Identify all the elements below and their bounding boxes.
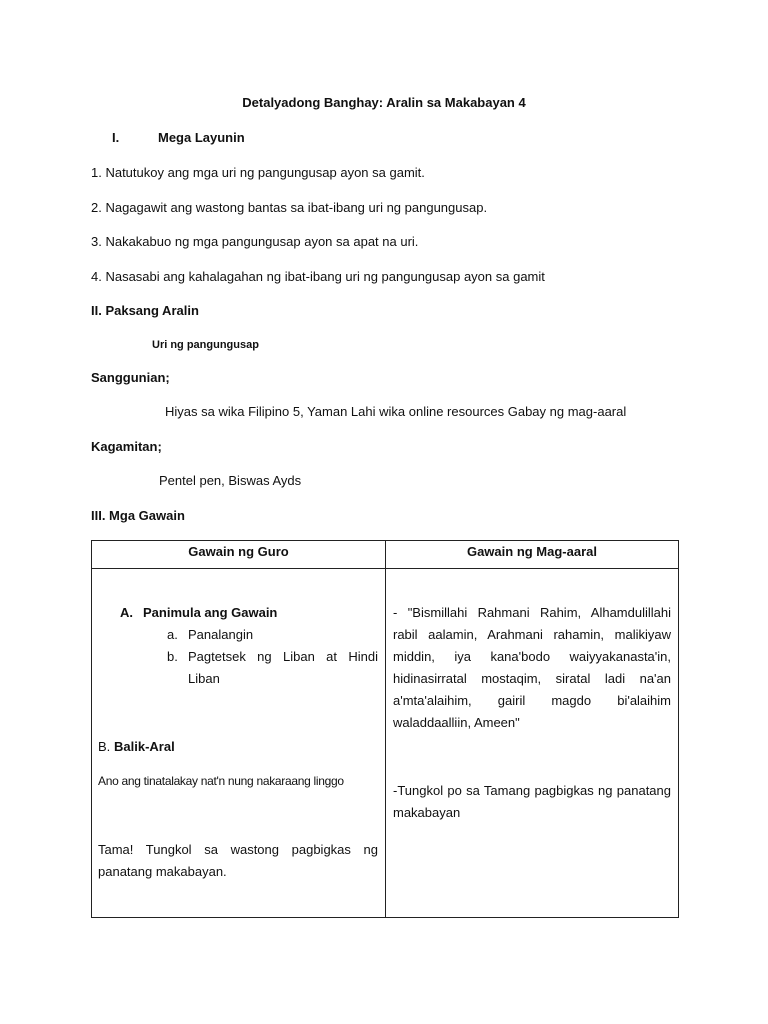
table-header-row <box>92 541 679 569</box>
kagamitan-value: Pentel pen, Biswas Ayds <box>159 473 302 488</box>
section-1-heading: Mega Layunin <box>158 130 245 145</box>
section-3-heading: III. Mga Gawain <box>91 508 185 523</box>
mag-aaral-cell <box>386 569 679 918</box>
b-heading: Balik-Aral <box>114 739 175 754</box>
item-a-marker: a. <box>167 627 178 642</box>
teacher-response: Tama! Tungkol sa wastong pagbigkas ng panatang makabayan. <box>98 842 378 879</box>
b-marker: B. <box>98 739 111 754</box>
sanggunian-value: Hiyas sa wika Filipino 5, Yaman Lahi wika online resources Gabay ng mag-aaral <box>165 404 627 419</box>
item-a-text: Panalangin <box>188 627 254 642</box>
page-title: Detalyadong Banghay: Aralin sa Makabayan 4 <box>242 95 526 110</box>
section-1-numeral: I. <box>112 130 120 145</box>
a-heading: Panimula ang Gawain <box>143 605 278 620</box>
sanggunian-label: Sanggunian; <box>91 370 170 385</box>
student-prayer: - "Bismillahi Rahmani Rahim, Alhamdulillahi rabil aalamin, Arahmani rahamin, malikiyaw middin, iya kana'bodo waiyyakanasta'in, hidinasirratal mostaqim, siratal ladi na'an a'mta'alaihim, gairil magdo bi'alaihim waladdaalliin, Ameen" <box>393 605 671 730</box>
gawain-table <box>91 540 679 918</box>
section-2-heading: II. Paksang Aralin <box>91 303 199 318</box>
objective-2: 2. Nagagawit ang wastong bantas sa ibat-ibang uri ng pangungusap. <box>91 200 488 215</box>
col-header-guro: Gawain ng Guro <box>92 541 386 569</box>
topic: Uri ng pangungusap <box>152 339 259 351</box>
objective-3: 3. Nakakabuo ng mga pangungusap ayon sa apat na uri. <box>91 234 419 249</box>
objective-4: 4. Nasasabi ang kahalagahan ng ibat-ibang uri ng pangungusap ayon sa gamit <box>91 269 545 284</box>
guro-cell <box>92 569 386 918</box>
student-answer: -Tungkol po sa Tamang pagbigkas ng panatang makabayan <box>393 783 671 820</box>
table-row <box>92 569 679 918</box>
kagamitan-label: Kagamitan; <box>91 439 162 454</box>
item-b-marker: b. <box>167 649 178 664</box>
review-question: Ano ang tinatalakay nat'n nung nakaraang linggo <box>98 774 344 788</box>
item-b-text: Pagtetsek ng Liban at Hindi Liban <box>188 649 378 686</box>
objective-1: 1. Natutukoy ang mga uri ng pangungusap ayon sa gamit. <box>91 165 425 180</box>
a-marker: A. <box>120 605 133 620</box>
col-header-mag-aaral: Gawain ng Mag-aaral <box>386 541 679 569</box>
